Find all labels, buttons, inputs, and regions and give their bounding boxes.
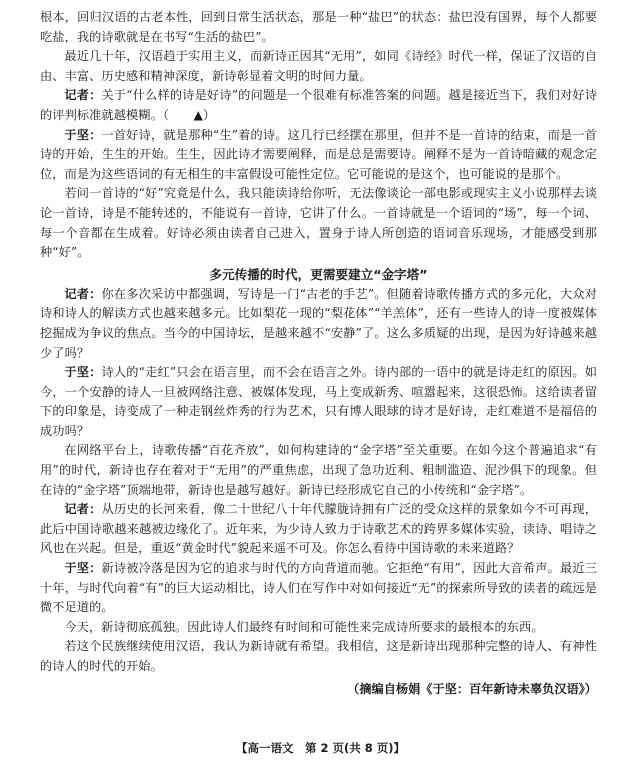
paragraph <box>40 500 597 559</box>
paragraph <box>40 47 597 86</box>
speaker-label: 于坚： <box>64 561 102 576</box>
page-footer: 【高一语文 第 2 页(共 8 页)】 <box>235 741 406 755</box>
paragraph <box>40 86 597 125</box>
paragraph <box>40 126 597 185</box>
paragraph <box>40 363 597 441</box>
speaker-label: 于坚： <box>64 127 102 142</box>
paragraph-text: 根本，回归汉语的古老本性，回到日常生活状态，那是一种“盐巴”的状态：盐巴没有国界，每个人都要吃盐，我的诗歌就是在书写“生活的盐巴”。 <box>40 10 597 44</box>
paragraph-text: 最近几十年，汉语趋于实用主义，而新诗正因其“无用”，如同《诗经》时代一样，保证了汉语的自由、丰富、历史感和精神深度，新诗彰显着文明的时间力量。 <box>40 49 597 83</box>
paragraph-text: 今天，新诗彻底孤独。因此诗人们最终有时间和可能性来完成诗所要求的最根本的东西。 <box>64 619 544 634</box>
paragraph-text: 你在多次采访中都强调，写诗是一门“古老的手艺”。但随着诗歌传播方式的多元化，大众对诗和诗人的解读方式也越来越多元。比如梨花一现的“梨花体”“羊羔体”，还有一些诗人的诗一度被媒体挖掘成为争议的焦点。当今的中国诗坛，是越来越不“安静”了。这么多质疑的出现，是因为好诗越来越少了吗？ <box>40 286 597 360</box>
speaker-label: 记者： <box>64 286 102 301</box>
closing-paren: ） <box>202 107 216 122</box>
speaker-label: 于坚： <box>64 365 102 380</box>
paragraph-text: 诗人的“走红”只会在语言里，而不会在语言之外。诗内部的一语中的就是诗走红的原因。如今，一个安静的诗人一旦被网络注意、被媒体发现，马上变成新秀、喧嚣起来，这很恐怖。这给读者留下的印象是，诗变成了一种走钢丝炸秀的行为艺术，只有博人眼球的诗才是好诗，走红难道不是福倍的成功吗？ <box>40 365 597 438</box>
paragraph <box>40 184 597 262</box>
paragraph-text: 在网络平台上，诗歌传播“百花齐放”，如何构建诗的“金字塔”至关重要。在如今这个普遍追求“有用”的时代，新诗也存在着对于“无用”的严重焦虑，出现了急功近利、粗制滥造、泥沙俱下的现象。但在诗的“金字塔”顶端地带，新诗也是越写越好。新诗已经形成它自己的小传统和“金字塔”。 <box>40 443 597 497</box>
speaker-label: 记者： <box>64 88 102 103</box>
article-body-top <box>40 8 597 263</box>
question-blank-marker: ▲ <box>193 107 203 122</box>
paragraph-text: 从历史的长河来看，像二十世纪八十年代朦胧诗拥有广泛的受众这样的景象如今不可再现，此后中国诗歌越来越被边缘化了。近年来，为少诗人致力于诗歌艺术的跨界多媒体实验，读诗、唱诗之风也在兴起。但是，重返“黄金时代”貌起来遥不可及。你怎么看待中国诗歌的未来道路？ <box>40 502 597 556</box>
paragraph-text: 一首好诗，就是那种“生”着的诗。这几行已经摆在那里，但并不是一首诗的结束，而是一首诗的开始，生生的开始。生生，因此诗才需要阐释，而是总是需要诗。阐释不是为一首诗暗藏的观念定位，而是为这些语词的有无相生的丰富假设可能性定位。它可能说的是这个，也可能说的是那个。 <box>40 127 597 181</box>
paragraph <box>40 618 597 638</box>
paragraph-text: 新诗被冷落是因为它的追求与时代的方向背道而驰。它拒绝“有用”，因此大音希声。最近三十年，与时代向着“有”的巨大运动相比，诗人们在写作中对如何接近“无”的探索所导致的读者的疏远是微不足道的。 <box>40 561 597 615</box>
paragraph-text: 若这个民族继续使用汉语，我认为新诗就有希望。我相信，这是新诗出现那种完整的诗人、有神性的诗人的时代的开始。 <box>40 639 597 673</box>
article-body-bottom <box>40 285 597 677</box>
speaker-label: 记者： <box>64 502 102 517</box>
paragraph <box>40 559 597 618</box>
paragraph <box>40 637 597 676</box>
source-citation: （摘编自杨娟《于坚：百年新诗未辜负汉语》） <box>347 681 597 696</box>
paragraph <box>40 8 597 47</box>
paragraph <box>40 441 597 500</box>
paragraph-text: 关于“什么样的诗是好诗”的问题是一个很难有标准答案的问题。越是接近当下，我们对好诗的评判标准就越模糊。（ <box>40 88 597 122</box>
paragraph-text: 若问一首诗的“好”究竟是什么，我只能读诗给你听，无法像谈论一部电影或现实主义小说那样去谈论一首诗，诗是不能转述的，不能说有一首诗，它讲了什么。一首诗就是一个语词的“场”，每一个词、每一个音都在生成着。好诗必须由读者自己进入，置身于诗人所创造的语词音乐现场，才能感受到那种“好”。 <box>40 186 597 260</box>
paragraph <box>40 285 597 363</box>
section-heading: 多元传播的时代，更需要建立“金字塔” <box>209 266 428 282</box>
